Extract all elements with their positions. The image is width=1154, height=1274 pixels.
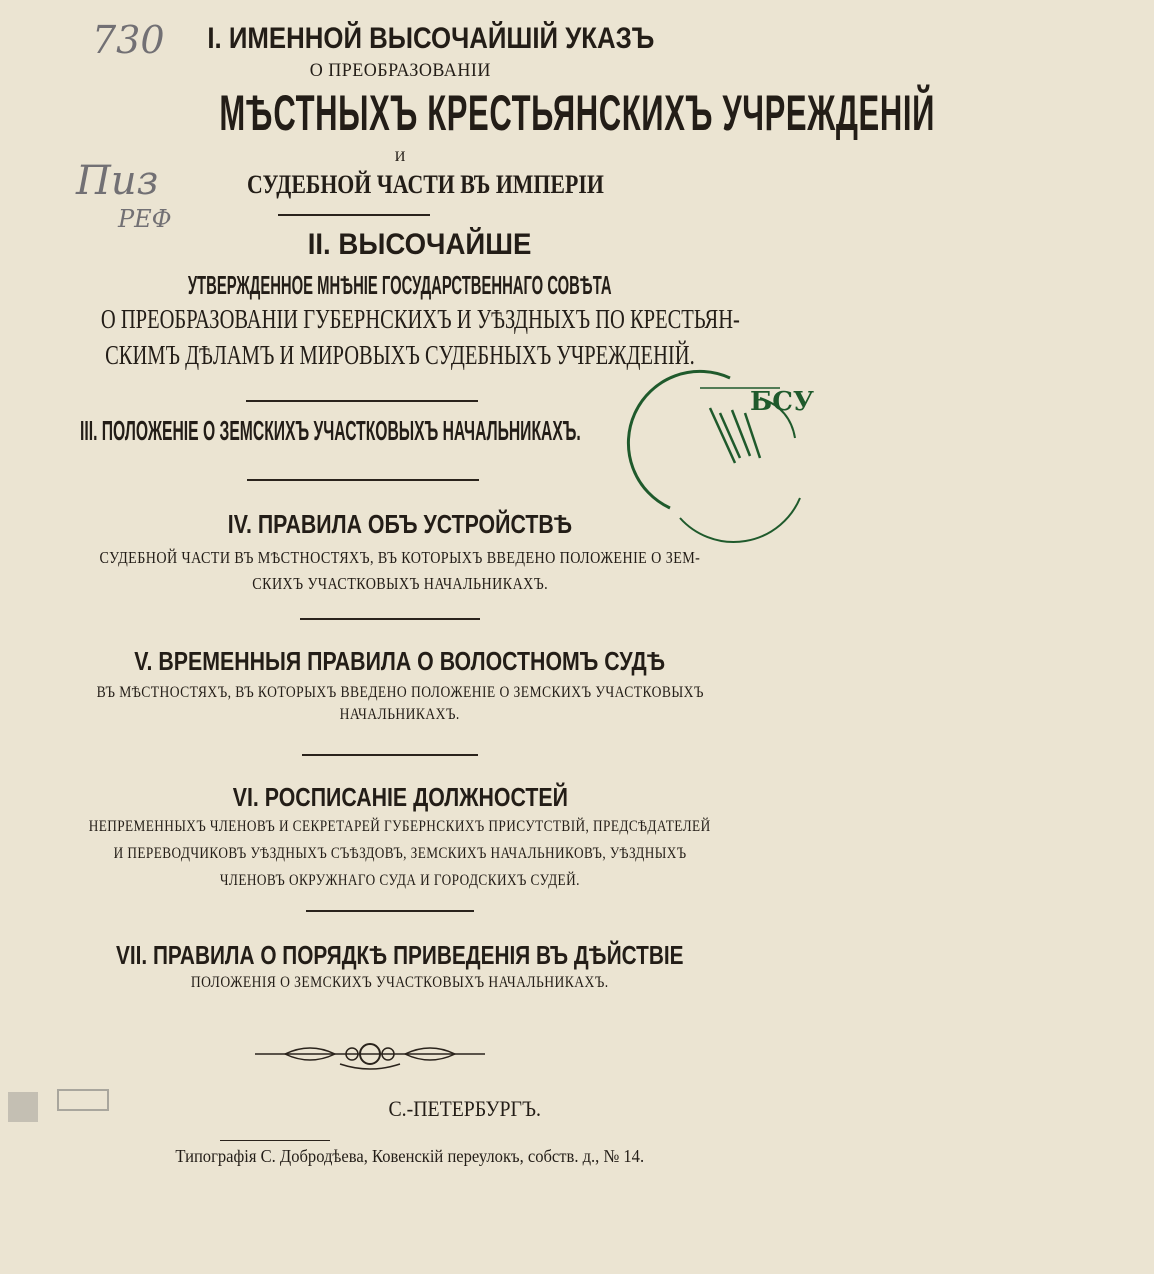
section-2-line-2: О ПРЕОБРАЗОВАНІИ ГУБЕРНСКИХЪ И УѢЗДНЫХЪ ПО КРЕСТЬЯН- — [100, 304, 740, 334]
section-6-title: VI. РОСПИСАНІЕ ДОЛЖНОСТЕЙ — [232, 782, 568, 812]
rule-5 — [302, 754, 478, 756]
section-5-title: V. ВРЕМЕННЫЯ ПРАВИЛА О ВОЛОСТНОМЪ СУДѢ — [134, 646, 666, 676]
handwritten-number: 730 — [92, 18, 165, 62]
rule-1 — [278, 214, 430, 216]
imprint-city: С.-ПЕТЕРБУРГЪ. — [388, 1096, 542, 1121]
ornament-flourish — [255, 1040, 485, 1074]
library-stamp — [640, 368, 815, 528]
stamp-letters: БСУ — [750, 387, 815, 417]
section-1-conjunction: И — [394, 149, 406, 165]
section-4-line-2: СКИХЪ УЧАСТКОВЫХЪ НАЧАЛЬНИКАХЪ. — [252, 574, 548, 593]
section-2-title: II. ВЫСОЧАЙШЕ — [308, 228, 532, 261]
rule-6 — [306, 910, 474, 912]
rule-2 — [246, 400, 478, 402]
section-3-title: III. ПОЛОЖЕНІЕ О ЗЕМСКИХЪ УЧАСТКОВЫХЪ НАЧАЛЬНИКАХЪ. — [80, 415, 581, 446]
section-1-end: СУДЕБНОЙ ЧАСТИ ВЪ ИМПЕРІИ — [246, 170, 604, 199]
section-2-line-1: УТВЕРЖДЕННОЕ МНѢНІЕ ГОСУДАРСТВЕННАГО СОВѢТА — [188, 270, 612, 300]
section-1-title: I. ИМЕННОЙ ВЫСОЧАЙШІЙ УКАЗЪ — [207, 22, 655, 55]
section-6-line-3: ЧЛЕНОВЪ ОКРУЖНАГО СУДА И ГОРОДСКИХЪ СУДЕЙ. — [220, 872, 580, 889]
section-6-line-2: И ПЕРЕВОДЧИКОВЪ УѢЗДНЫХЪ СЪѢЗДОВЪ, ЗЕМСКИХЪ НАЧАЛЬНИКОВЪ, УѢЗДНЫХЪ — [113, 845, 687, 862]
section-4-title: IV. ПРАВИЛА ОБЪ УСТРОЙСТВѢ — [227, 509, 573, 539]
rule-imprint — [220, 1140, 330, 1141]
section-5-line-2: НАЧАЛЬНИКАХЪ. — [339, 706, 461, 723]
section-4-line-1: СУДЕБНОЙ ЧАСТИ ВЪ МѢСТНОСТЯХЪ, ВЪ КОТОРЫХЪ ВВЕДЕНО ПОЛОЖЕНІЕ О ЗЕМ- — [99, 548, 701, 567]
section-1-main-heading: МѢСТНЫХЪ КРЕСТЬЯНСКИХЪ УЧРЕЖДЕНІЙ — [219, 85, 936, 141]
imprint-printer: Типографія С. Добродѣева, Ковенскій переулокъ, собств. д., № 14. — [175, 1146, 645, 1166]
handwritten-note: Пиз — [76, 158, 159, 204]
handwritten-note-2: РЕФ — [118, 205, 172, 233]
rule-3 — [247, 479, 479, 481]
section-7-title: VII. ПРАВИЛА О ПОРЯДКѢ ПРИВЕДЕНІЯ ВЪ ДѢЙСТВІЕ — [116, 940, 684, 970]
rule-4 — [300, 618, 480, 620]
section-5-line-1: ВЪ МѢСТНОСТЯХЪ, ВЪ КОТОРЫХЪ ВВЕДЕНО ПОЛОЖЕНІЕ О ЗЕМСКИХЪ УЧАСТКОВЫХЪ — [96, 684, 704, 701]
section-6-line-1: НЕПРЕМЕННЫХЪ ЧЛЕНОВЪ И СЕКРЕТАРЕЙ ГУБЕРНСКИХЪ ПРИСУТСТВІЙ, ПРЕДСѢДАТЕЛЕЙ — [89, 818, 711, 835]
section-2-line-3: СКИМЪ ДѢЛАМЪ И МИРОВЫХЪ СУДЕБНЫХЪ УЧРЕЖДЕНІЙ. — [105, 340, 695, 370]
section-7-line-1: ПОЛОЖЕНІЯ О ЗЕМСКИХЪ УЧАСТКОВЫХЪ НАЧАЛЬНИКАХЪ. — [191, 974, 609, 991]
section-1-subtitle: О ПРЕОБРАЗОВАНІИ — [309, 60, 491, 81]
